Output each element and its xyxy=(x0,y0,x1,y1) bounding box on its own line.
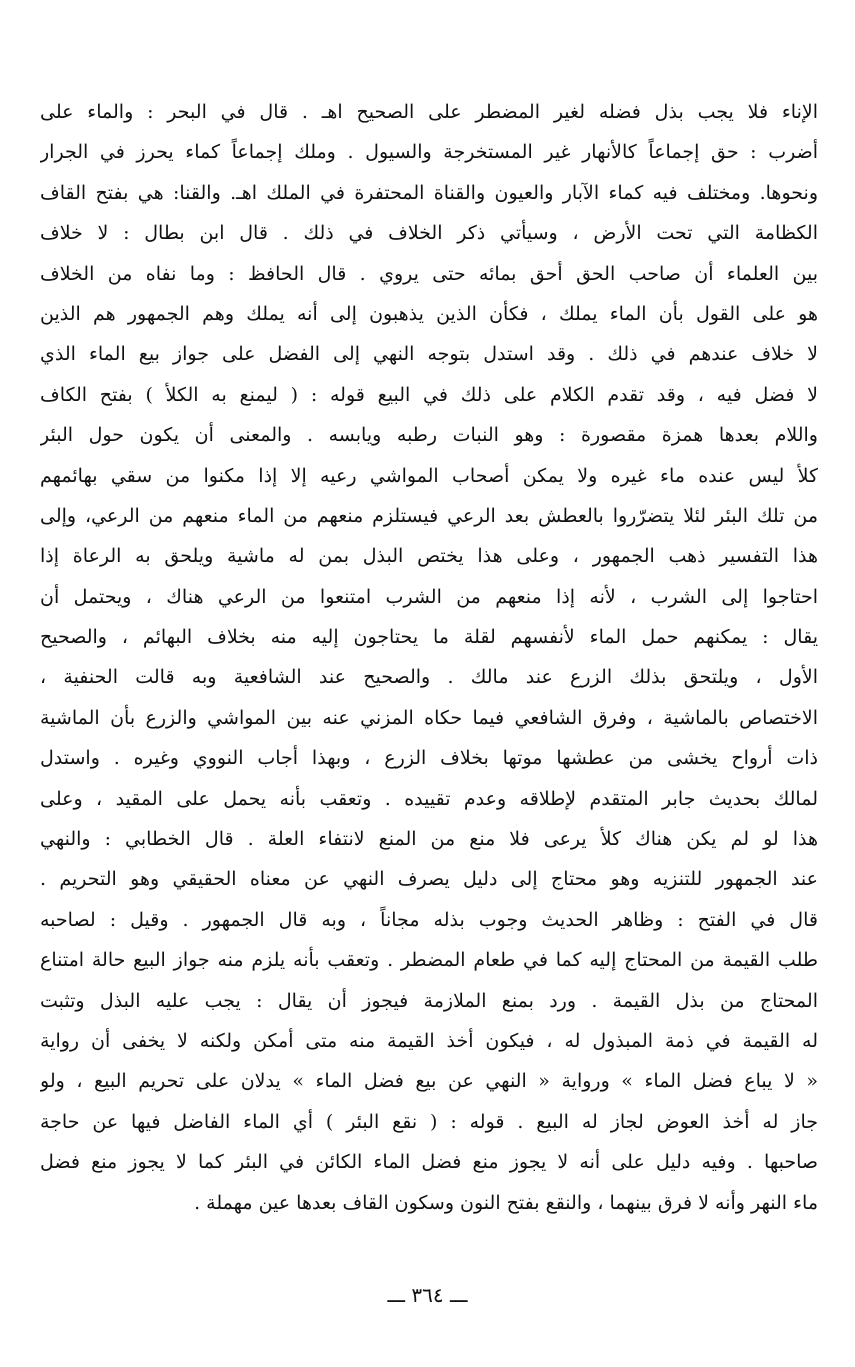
page-number: ـــ ٣٦٤ ـــ xyxy=(387,1283,468,1307)
text-line: هو على القول بأن الماء يملك ، فكأن الذين يذهبون إلى أنه يملك وهم الجمهور هم الذين xyxy=(40,302,818,325)
text-line: يقال : يمكنهم حمل الماء لأنفسهم لقلة ما يحتاجون إليه منه بخلاف البهائم ، والصحيح xyxy=(40,626,818,649)
text-line: الأول ، ويلتحق بذلك الزرع عند مالك . والصحيح عند الشافعية وبه قالت الحنفية ، xyxy=(40,666,818,689)
text-line: الاختصاص بالماشية ، وفرق الشافعي فيما حكاه المزني عنه بين المواشي والزرع بأن الماشية xyxy=(40,706,818,729)
text-line: احتاجوا إلى الشرب ، لأنه إذا منعهم من الشرب امتنعوا من الرعي هناك ، ويحتمل أن xyxy=(40,585,818,608)
text-line: بين العلماء أن صاحب الحق أحق بمائه حتى يروي . قال الحافظ : وما نفاه من الخلاف xyxy=(40,262,818,285)
body-text xyxy=(40,92,818,1223)
text-line: جاز له أخذ العوض لجاز له البيع . قوله : ( نقع البئر ) أي الماء الفاضل فيها عن حاجة xyxy=(40,1110,818,1133)
text-line: « لا يباع فضل الماء » ورواية « النهي عن بيع فضل الماء » يدلان على تحريم البيع ، ولو xyxy=(40,1070,818,1093)
text-line: لمالك بحديث جابر المتقدم لإطلاقه وعدم تقييده . وتعقب بأنه يحمل على المقيد ، وعلى xyxy=(40,787,818,810)
text-line: هذا لو لم يكن هناك كلأ يرعى فلا منع من المنع لانتفاء العلة . قال الخطابي : والنهي xyxy=(40,828,818,851)
text-line: لا خلاف عندهم في ذلك . وقد استدل بتوجه النهي إلى الفضل على جواز بيع الماء الذي xyxy=(40,343,818,366)
text-line: صاحبها . وفيه دليل على أنه لا يجوز منع فضل الماء الكائن في البئر كما لا يجوز منع فضل xyxy=(40,1151,818,1174)
text-line: له القيمة في ذمة المبذول له ، فيكون أخذ القيمة منه متى أمكن ولكنه لا يخفى أن رواية xyxy=(40,1029,818,1052)
text-line: هذا التفسير ذهب الجمهور ، وعلى هذا يختص البذل بمن له ماشية ويلحق به الرعاة إذا xyxy=(40,545,818,568)
text-line: المحتاج من بذل القيمة . ورد بمنع الملازمة فيجوز أن يقال : يجب عليه البذل وتثبت xyxy=(40,989,818,1012)
text-line: من تلك البئر لئلا يتضرّروا بالعطش بعد الرعي فيستلزم منعهم من الماء منعهم من الرعي، وإلى xyxy=(40,504,818,527)
text-line: الكظامة التي تحت الأرض ، وسيأتي ذكر الخلاف في ذلك . قال ابن بطال : لا خلاف xyxy=(40,222,818,245)
text-line: الإناء فلا يجب بذل فضله لغير المضطر على الصحيح اهـ . قال في البحر : والماء على xyxy=(40,101,818,123)
text-line: كلأ ليس عنده ماء غيره ولا يمكن أصحاب المواشي رعيه إلا إذا مكنوا من سقي بهائمهم xyxy=(40,464,818,487)
text-line: طلب القيمة من المحتاج إليه كما في طعام المضطر . وتعقب بأنه يلزم منه جواز البيع حالة امتناع xyxy=(40,949,818,972)
text-line: عند الجمهور للتنزيه وهو محتاج إلى دليل يصرف النهي عن معناه الحقيقي وهو التحريم . xyxy=(40,868,818,891)
text-line: ونحوها. ومختلف فيه كماء الآبار والعيون والقناة المحتفرة في الملك اهـ. والقنا: هي بفتح القاف xyxy=(40,181,818,204)
text-line: قال في الفتح : وظاهر الحديث وجوب بذله مجاناً ، وبه قال الجمهور . وقيل : لصاحبه xyxy=(40,908,818,931)
text-line: أضرب : حق إجماعاً كالأنهار غير المستخرجة والسيول . وملك إجماعاً كماء يحرز في الجرار xyxy=(40,141,818,164)
text-line: ذات أرواح يخشى من عطشها موتها بخلاف الزرع ، وبهذا أجاب النووي وغيره . واستدل xyxy=(40,747,818,770)
text-line: ماء النهر وأنه لا فرق بينهما ، والنقع بفتح النون وسكون القاف بعدها عين مهملة . xyxy=(194,1191,818,1214)
text-line: واللام بعدها همزة مقصورة : وهو النبات رطبه ويابسه . والمعنى أن يكون حول البئر xyxy=(40,424,818,447)
text-line: لا فضل فيه ، وقد تقدم الكلام على ذلك في البيع قوله : ( ليمنع به الكلأ ) بفتح الكاف xyxy=(40,383,818,406)
